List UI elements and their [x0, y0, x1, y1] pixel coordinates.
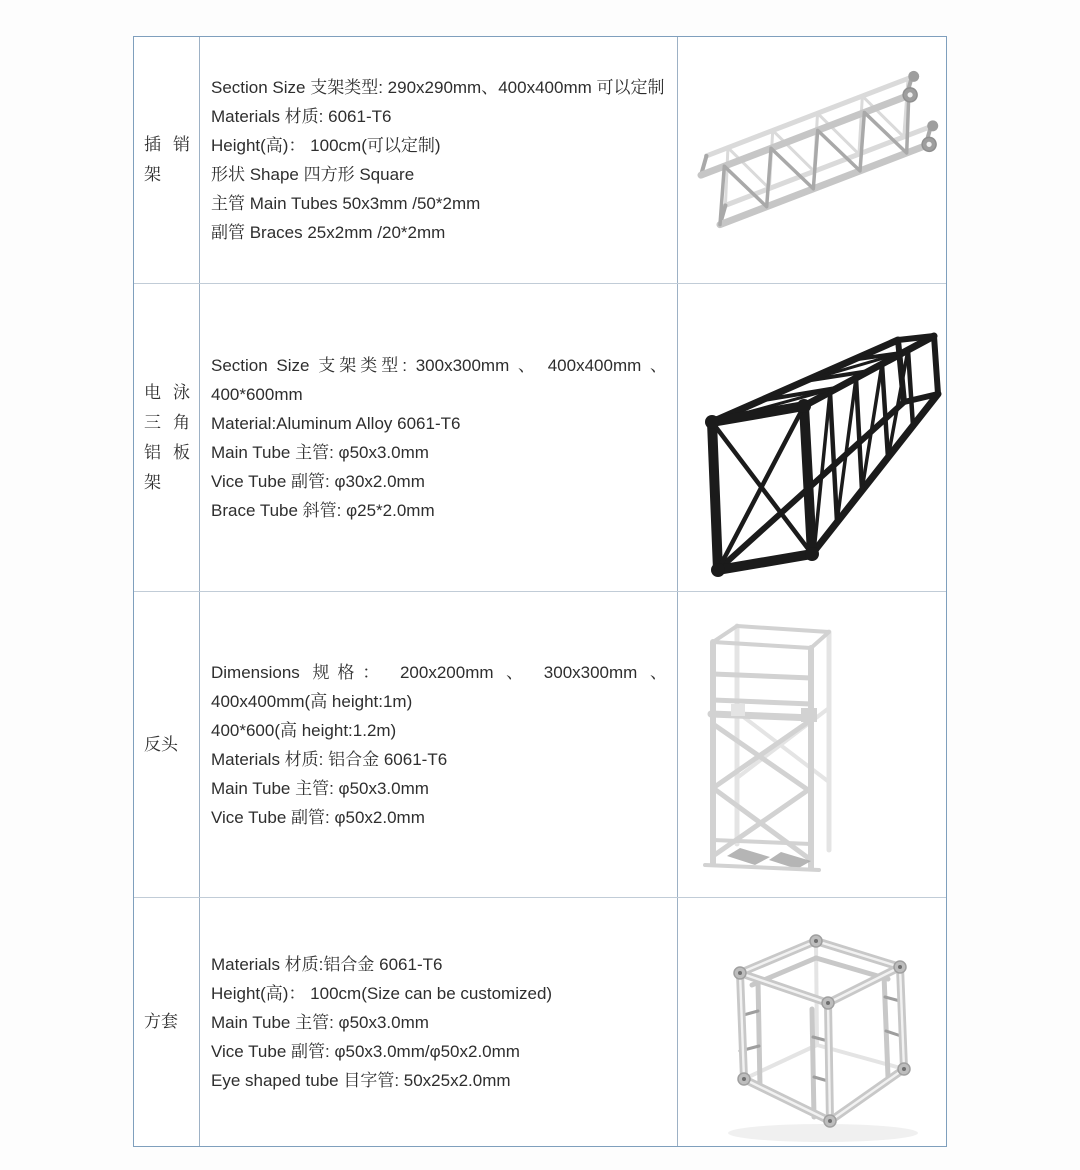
table-row	[134, 591, 946, 897]
row-label-cell	[134, 284, 200, 591]
product-name: 电泳三角铝板架	[144, 382, 190, 492]
spec-line: Height(高)： 100cm(可以定制)	[211, 136, 441, 155]
product-spec-table	[133, 36, 947, 1147]
spec-line: Material:Aluminum Alloy 6061-T6	[211, 413, 461, 433]
spec-line: Section Size 支架类型: 290x290mm、400x400mm 可以定制	[211, 78, 665, 97]
spec-line: Materials 材质: 6061-T6	[211, 107, 392, 126]
spec-line: Section Size 支架类型: 300x300mm 、 400x400mm 、	[211, 355, 667, 375]
table-row	[134, 37, 946, 283]
spec-line: Main Tube 主管: φ50x3.0mm	[211, 442, 429, 462]
spec-line: Materials 材质: 铝合金 6061-T6	[211, 749, 448, 769]
spec-line: 400*600mm	[211, 384, 303, 404]
product-photo-cube-truss	[688, 911, 938, 1146]
spec-line: Main Tube 主管: φ50x3.0mm	[211, 778, 429, 798]
product-name: 方套	[144, 1012, 178, 1031]
product-name: 反头	[144, 734, 178, 754]
row-label-cell	[134, 37, 200, 283]
spec-line: Vice Tube 副管: φ30x2.0mm	[211, 471, 425, 491]
row-image-cell	[678, 898, 948, 1146]
row-image-cell	[678, 284, 948, 591]
product-photo-black-truss	[682, 314, 944, 579]
row-label-cell	[134, 898, 200, 1146]
table-row	[134, 897, 946, 1146]
spec-line: 400*600(高 height:1.2m)	[211, 720, 397, 740]
table-row	[134, 283, 946, 591]
spec-line: Main Tube 主管: φ50x3.0mm	[211, 1012, 429, 1032]
spec-line: Vice Tube 副管: φ50x3.0mm/φ50x2.0mm	[211, 1041, 520, 1061]
spec-line: 主管 Main Tubes 50x3mm /50*2mm	[211, 194, 481, 213]
product-photo-pin-truss	[686, 58, 941, 263]
product-name: 插销架	[144, 135, 190, 184]
spec-line: Materials 材质:铝合金 6061-T6	[211, 954, 443, 974]
spec-line: Brace Tube 斜管: φ25*2.0mm	[211, 500, 435, 520]
spec-lines	[211, 351, 667, 525]
row-spec-cell	[200, 592, 678, 897]
product-photo-white-tower-truss	[685, 612, 857, 878]
spec-line: Height(高)： 100cm(Size can be customized)	[211, 983, 553, 1003]
spec-line: 形状 Shape 四方形 Square	[211, 165, 415, 184]
spec-line: 400x400mm(高 height:1m)	[211, 691, 413, 711]
spec-line: Dimensions 规格： 200x200mm 、 300x300mm 、	[211, 662, 667, 682]
row-spec-cell	[200, 37, 678, 283]
spec-line: 副管 Braces 25x2mm /20*2mm	[211, 223, 446, 242]
spec-line: Eye shaped tube 目字管: 50x25x2.0mm	[211, 1070, 511, 1090]
spec-lines	[211, 73, 667, 247]
row-image-cell	[678, 37, 948, 283]
row-spec-cell	[200, 898, 678, 1146]
spec-lines	[211, 658, 667, 832]
spec-lines	[211, 950, 667, 1095]
row-spec-cell	[200, 284, 678, 591]
spec-line: Vice Tube 副管: φ50x2.0mm	[211, 807, 425, 827]
row-image-cell	[678, 592, 948, 897]
row-label-cell	[134, 592, 200, 897]
